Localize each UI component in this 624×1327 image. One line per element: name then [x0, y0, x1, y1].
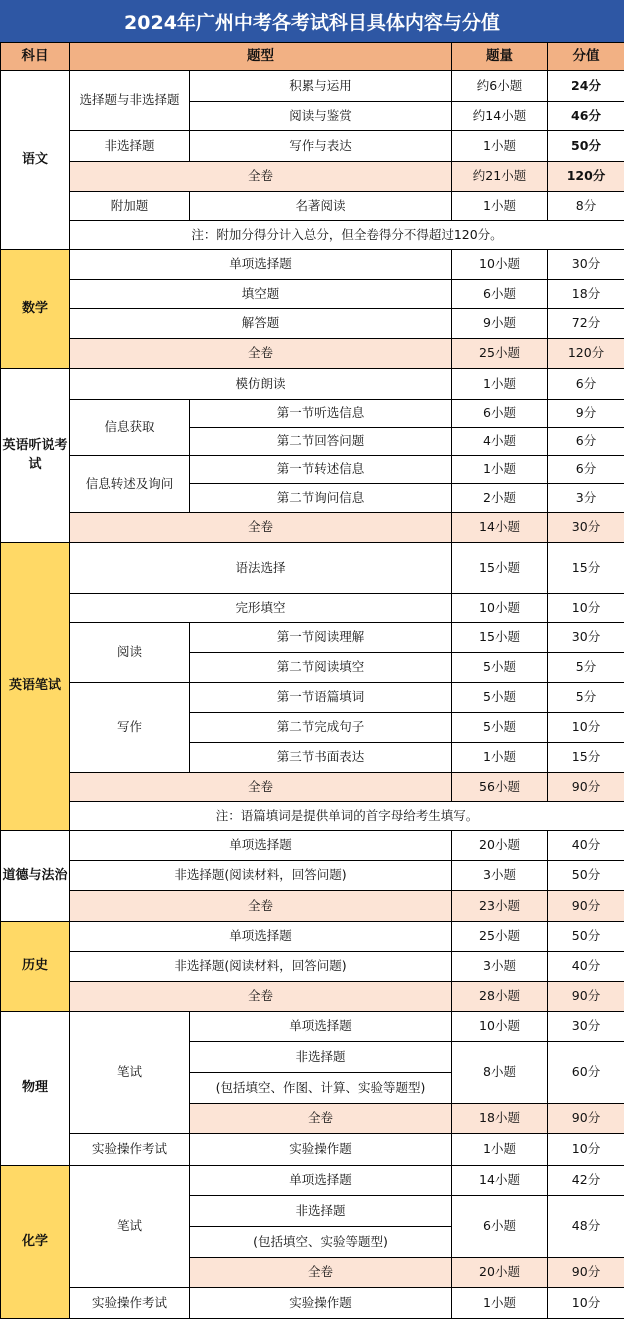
table-row — [1, 309, 624, 339]
count-cell: 14小题 — [452, 513, 548, 543]
count-cell: 23小题 — [452, 891, 548, 922]
type-cell: 第三节书面表达 — [190, 743, 452, 773]
score-cell: 120分 — [548, 339, 624, 369]
count-cell: 1小题 — [452, 743, 548, 773]
table-row — [1, 594, 624, 623]
table-row — [1, 861, 624, 891]
header-type: 题型 — [70, 43, 452, 71]
table-row — [1, 369, 624, 400]
total-label: 全卷 — [70, 891, 452, 922]
note-yuwen: 注：附加分得分计入总分，但全卷得分不得超过120分。 — [70, 221, 624, 250]
count-cell: 6小题 — [452, 280, 548, 309]
score-cell: 30分 — [548, 1012, 624, 1042]
score-cell: 72分 — [548, 309, 624, 339]
type-cell: 阅读与鉴赏 — [190, 102, 452, 131]
type-cell: 单项选择题 — [190, 1012, 452, 1042]
type-cell: 非选择题(阅读材料，回答问题) — [70, 952, 452, 982]
count-cell: 3小题 — [452, 952, 548, 982]
table-row — [1, 952, 624, 982]
category-cell: 笔试 — [70, 1166, 190, 1288]
total-label: 全卷 — [70, 982, 452, 1012]
type-cell-detail: (包括填空、作图、计算、实验等题型) — [190, 1073, 452, 1104]
score-cell: 10分 — [548, 594, 624, 623]
score-cell: 15分 — [548, 543, 624, 594]
count-cell: 20小题 — [452, 831, 548, 861]
type-cell: 第一节转述信息 — [190, 456, 452, 484]
type-cell: 单项选择题 — [190, 1166, 452, 1196]
score-cell: 6分 — [548, 428, 624, 456]
type-cell: 非选择题 — [190, 1196, 452, 1227]
score-cell: 42分 — [548, 1166, 624, 1196]
score-cell: 90分 — [548, 982, 624, 1012]
score-cell: 5分 — [548, 653, 624, 683]
category-cell: 信息获取 — [70, 400, 190, 456]
count-cell: 约21小题 — [452, 162, 548, 192]
subject-lishi: 历史 — [1, 922, 70, 1012]
score-cell: 90分 — [548, 891, 624, 922]
table-row — [1, 400, 624, 428]
score-cell: 8分 — [548, 192, 624, 221]
table-row — [1, 1166, 624, 1196]
total-row — [1, 339, 624, 369]
score-cell: 90分 — [548, 1258, 624, 1288]
table-row — [1, 71, 624, 102]
page-title: 2024年广州中考各考试科目具体内容与分值 — [0, 0, 624, 42]
subject-daode — [1, 831, 70, 922]
total-label: 全卷 — [70, 773, 452, 802]
table-row — [1, 192, 624, 221]
type-cell: 第一节语篇填词 — [190, 683, 452, 713]
total-label: 全卷 — [70, 162, 452, 192]
subject-shuxue: 数学 — [1, 250, 70, 369]
count-cell: 18小题 — [452, 1104, 548, 1134]
subject-label: 英语听说考试 — [2, 437, 68, 472]
score-cell: 24分 — [548, 71, 624, 102]
score-cell: 9分 — [548, 400, 624, 428]
score-cell: 60分 — [548, 1042, 624, 1104]
count-cell: 28小题 — [452, 982, 548, 1012]
table-row — [1, 683, 624, 713]
table-row — [1, 1288, 624, 1319]
count-cell: 10小题 — [452, 250, 548, 280]
subject-yuwen: 语文 — [1, 71, 70, 250]
category-cell: 附加题 — [70, 192, 190, 221]
table-row — [1, 831, 624, 861]
count-cell: 3小题 — [452, 861, 548, 891]
score-cell: 50分 — [548, 131, 624, 162]
total-row — [1, 891, 624, 922]
count-cell: 5小题 — [452, 653, 548, 683]
type-cell: 写作与表达 — [190, 131, 452, 162]
score-cell: 10分 — [548, 1288, 624, 1319]
type-cell: 非选择题(阅读材料，回答问题) — [70, 861, 452, 891]
count-cell: 25小题 — [452, 922, 548, 952]
category-cell: 笔试 — [70, 1012, 190, 1134]
type-cell: 完形填空 — [70, 594, 452, 623]
table-row — [1, 280, 624, 309]
total-label: 全卷 — [70, 513, 452, 543]
table-header-row — [1, 43, 624, 71]
type-cell: 实验操作题 — [190, 1288, 452, 1319]
subject-tingshuo — [1, 369, 70, 543]
count-cell: 56小题 — [452, 773, 548, 802]
category-cell: 写作 — [70, 683, 190, 773]
count-cell: 20小题 — [452, 1258, 548, 1288]
subject-bishi: 英语笔试 — [1, 543, 70, 831]
table-row — [1, 456, 624, 484]
category-cell: 非选择题 — [70, 131, 190, 162]
count-cell: 1小题 — [452, 456, 548, 484]
category-cell: 信息转述及询问 — [70, 456, 190, 513]
score-cell: 40分 — [548, 831, 624, 861]
type-cell: 实验操作题 — [190, 1134, 452, 1166]
table-row — [1, 1012, 624, 1042]
count-cell: 1小题 — [452, 369, 548, 400]
score-cell: 90分 — [548, 773, 624, 802]
type-cell: 填空题 — [70, 280, 452, 309]
count-cell: 10小题 — [452, 1012, 548, 1042]
subject-huaxue: 化学 — [1, 1166, 70, 1319]
subject-wuli: 物理 — [1, 1012, 70, 1166]
score-cell: 50分 — [548, 861, 624, 891]
table-row — [1, 131, 624, 162]
score-cell: 46分 — [548, 102, 624, 131]
score-cell: 90分 — [548, 1104, 624, 1134]
score-cell: 120分 — [548, 162, 624, 192]
count-cell: 6小题 — [452, 400, 548, 428]
total-row — [1, 162, 624, 192]
type-cell-detail: (包括填空、实验等题型) — [190, 1227, 452, 1258]
score-cell: 5分 — [548, 683, 624, 713]
table-row — [1, 543, 624, 594]
score-cell: 10分 — [548, 1134, 624, 1166]
type-cell: 解答题 — [70, 309, 452, 339]
table-row — [1, 1134, 624, 1166]
total-row — [1, 513, 624, 543]
note-row — [1, 802, 624, 831]
total-label: 全卷 — [70, 339, 452, 369]
table-row — [1, 623, 624, 653]
count-cell: 1小题 — [452, 192, 548, 221]
count-cell: 1小题 — [452, 131, 548, 162]
score-cell: 30分 — [548, 250, 624, 280]
category-cell: 选择题与非选择题 — [70, 71, 190, 131]
header-subject: 科目 — [1, 43, 70, 71]
score-cell: 3分 — [548, 484, 624, 513]
count-cell: 5小题 — [452, 683, 548, 713]
type-cell: 第一节听选信息 — [190, 400, 452, 428]
count-cell: 1小题 — [452, 1288, 548, 1319]
score-cell: 15分 — [548, 743, 624, 773]
header-score: 分值 — [548, 43, 624, 71]
type-cell: 第二节询问信息 — [190, 484, 452, 513]
count-cell: 15小题 — [452, 543, 548, 594]
subject-label: 道德与法治 — [2, 867, 68, 883]
count-cell: 约14小题 — [452, 102, 548, 131]
total-row — [1, 982, 624, 1012]
type-cell: 第一节阅读理解 — [190, 623, 452, 653]
score-cell: 50分 — [548, 922, 624, 952]
category-cell: 阅读 — [70, 623, 190, 683]
count-cell: 4小题 — [452, 428, 548, 456]
total-label: 全卷 — [190, 1258, 452, 1288]
score-cell: 40分 — [548, 952, 624, 982]
score-cell: 10分 — [548, 713, 624, 743]
type-cell: 单项选择题 — [70, 922, 452, 952]
category-cell: 实验操作考试 — [70, 1134, 190, 1166]
count-cell: 约6小题 — [452, 71, 548, 102]
table-row — [1, 250, 624, 280]
score-cell: 48分 — [548, 1196, 624, 1258]
count-cell: 8小题 — [452, 1042, 548, 1104]
type-cell: 积累与运用 — [190, 71, 452, 102]
type-cell: 单项选择题 — [70, 831, 452, 861]
count-cell: 15小题 — [452, 623, 548, 653]
type-cell: 第二节回答问题 — [190, 428, 452, 456]
count-cell: 5小题 — [452, 713, 548, 743]
type-cell: 模仿朗读 — [70, 369, 452, 400]
count-cell: 14小题 — [452, 1166, 548, 1196]
type-cell: 非选择题 — [190, 1042, 452, 1073]
count-cell: 6小题 — [452, 1196, 548, 1258]
total-row — [1, 773, 624, 802]
score-cell: 6分 — [548, 369, 624, 400]
score-cell: 6分 — [548, 456, 624, 484]
type-cell: 第二节完成句子 — [190, 713, 452, 743]
type-cell: 第二节阅读填空 — [190, 653, 452, 683]
count-cell: 10小题 — [452, 594, 548, 623]
total-label: 全卷 — [190, 1104, 452, 1134]
count-cell: 2小题 — [452, 484, 548, 513]
score-cell: 30分 — [548, 513, 624, 543]
score-cell: 18分 — [548, 280, 624, 309]
header-count: 题量 — [452, 43, 548, 71]
exam-table — [0, 42, 624, 1319]
note-bishi: 注：语篇填词是提供单词的首字母给考生填写。 — [70, 802, 624, 831]
count-cell: 9小题 — [452, 309, 548, 339]
count-cell: 25小题 — [452, 339, 548, 369]
note-row — [1, 221, 624, 250]
type-cell: 名著阅读 — [190, 192, 452, 221]
type-cell: 语法选择 — [70, 543, 452, 594]
category-cell: 实验操作考试 — [70, 1288, 190, 1319]
count-cell: 1小题 — [452, 1134, 548, 1166]
type-cell: 单项选择题 — [70, 250, 452, 280]
score-cell: 30分 — [548, 623, 624, 653]
table-row — [1, 922, 624, 952]
